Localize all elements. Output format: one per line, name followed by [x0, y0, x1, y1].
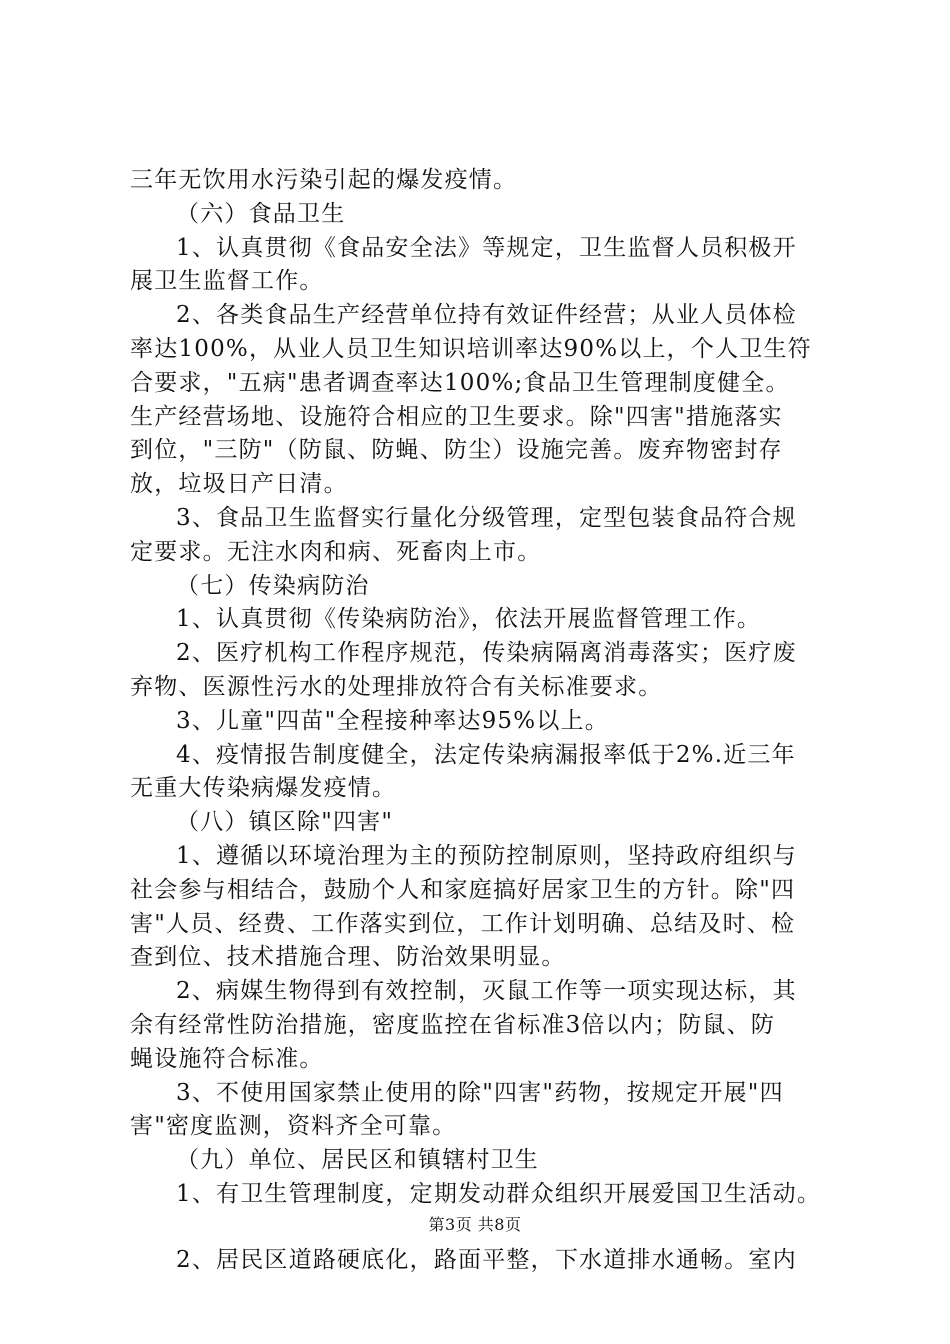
text-line: 余有经常性防治措施，密度监控在省标准3倍以内；防鼠、防 [130, 1011, 776, 1038]
text-line: 放，垃圾日产日清。 [130, 471, 348, 498]
text-line: 生产经营场地、设施符合相应的卫生要求。除"四害"措施落实 [130, 403, 783, 430]
text-line: 1、有卫生管理制度，定期发动群众组织开展爱国卫生活动。 [176, 1180, 822, 1207]
text-line: 4、疫情报告制度健全，法定传染病漏报率低于2%.近三年 [176, 741, 796, 768]
text-line: 合要求，"五病"患者调查率达100%;食品卫生管理制度健全。 [130, 369, 790, 396]
section-heading: （六）食品卫生 [176, 200, 346, 227]
text-line: 1、认真贯彻《传染病防治》，依法开展监督管理工作。 [176, 606, 762, 633]
text-line: 害"密度监测，资料齐全可靠。 [130, 1113, 457, 1140]
text-line: 到位，"三防"（防鼠、防蝇、防尘）设施完善。废弃物密封存 [130, 437, 783, 464]
text-line: 3、不使用国家禁止使用的除"四害"药物，按规定开展"四 [176, 1079, 784, 1106]
text-line: 率达100%，从业人员卫生知识培训率达90%以上，个人卫生符 [130, 335, 812, 362]
section-heading: （九）单位、居民区和镇辖村卫生 [176, 1147, 539, 1174]
text-line: 蝇设施符合标准。 [130, 1045, 324, 1072]
text-line: 2、病媒生物得到有效控制，灭鼠工作等一项实现达标，其 [176, 978, 797, 1005]
section-heading: （七）传染病防治 [176, 572, 370, 599]
section-heading: （八）镇区除"四害" [176, 809, 394, 836]
text-line: 无重大传染病爆发疫情。 [130, 775, 397, 802]
text-line: 定要求。无注水肉和病、死畜肉上市。 [130, 538, 542, 565]
text-line: 展卫生监督工作。 [130, 268, 324, 295]
text-line: 害"人员、经费、工作落实到位，工作计划明确、总结及时、检 [130, 910, 796, 937]
text-line: 1、认真贯彻《食品安全法》等规定，卫生监督人员积极开 [176, 234, 797, 261]
text-line: 2、医疗机构工作程序规范，传染病隔离消毒落实；医疗废 [176, 640, 797, 667]
text-line: 查到位、技术措施合理、防治效果明显。 [130, 944, 566, 971]
text-line: 2、各类食品生产经营单位持有效证件经营；从业人员体检 [176, 302, 797, 329]
text-line: 1、遵循以环境治理为主的预防控制原则，坚持政府组织与 [176, 842, 797, 869]
text-line: 3、儿童"四苗"全程接种率达95%以上。 [176, 707, 609, 734]
text-line: 社会参与相结合，鼓励个人和家庭搞好居家卫生的方针。除"四 [130, 876, 796, 903]
text-line: 弃物、医源性污水的处理排放符合有关标准要求。 [130, 673, 663, 700]
text-line: 3、食品卫生监督实行量化分级管理，定型包装食品符合规 [176, 504, 797, 531]
page-number: 第3页 共8页 [428, 1215, 522, 1234]
text-line: 2、居民区道路硬底化，路面平整，下水道排水通畅。室内 [176, 1246, 797, 1273]
text-line: 三年无饮用水污染引起的爆发疫情。 [130, 167, 518, 193]
document-body [130, 164, 832, 1278]
